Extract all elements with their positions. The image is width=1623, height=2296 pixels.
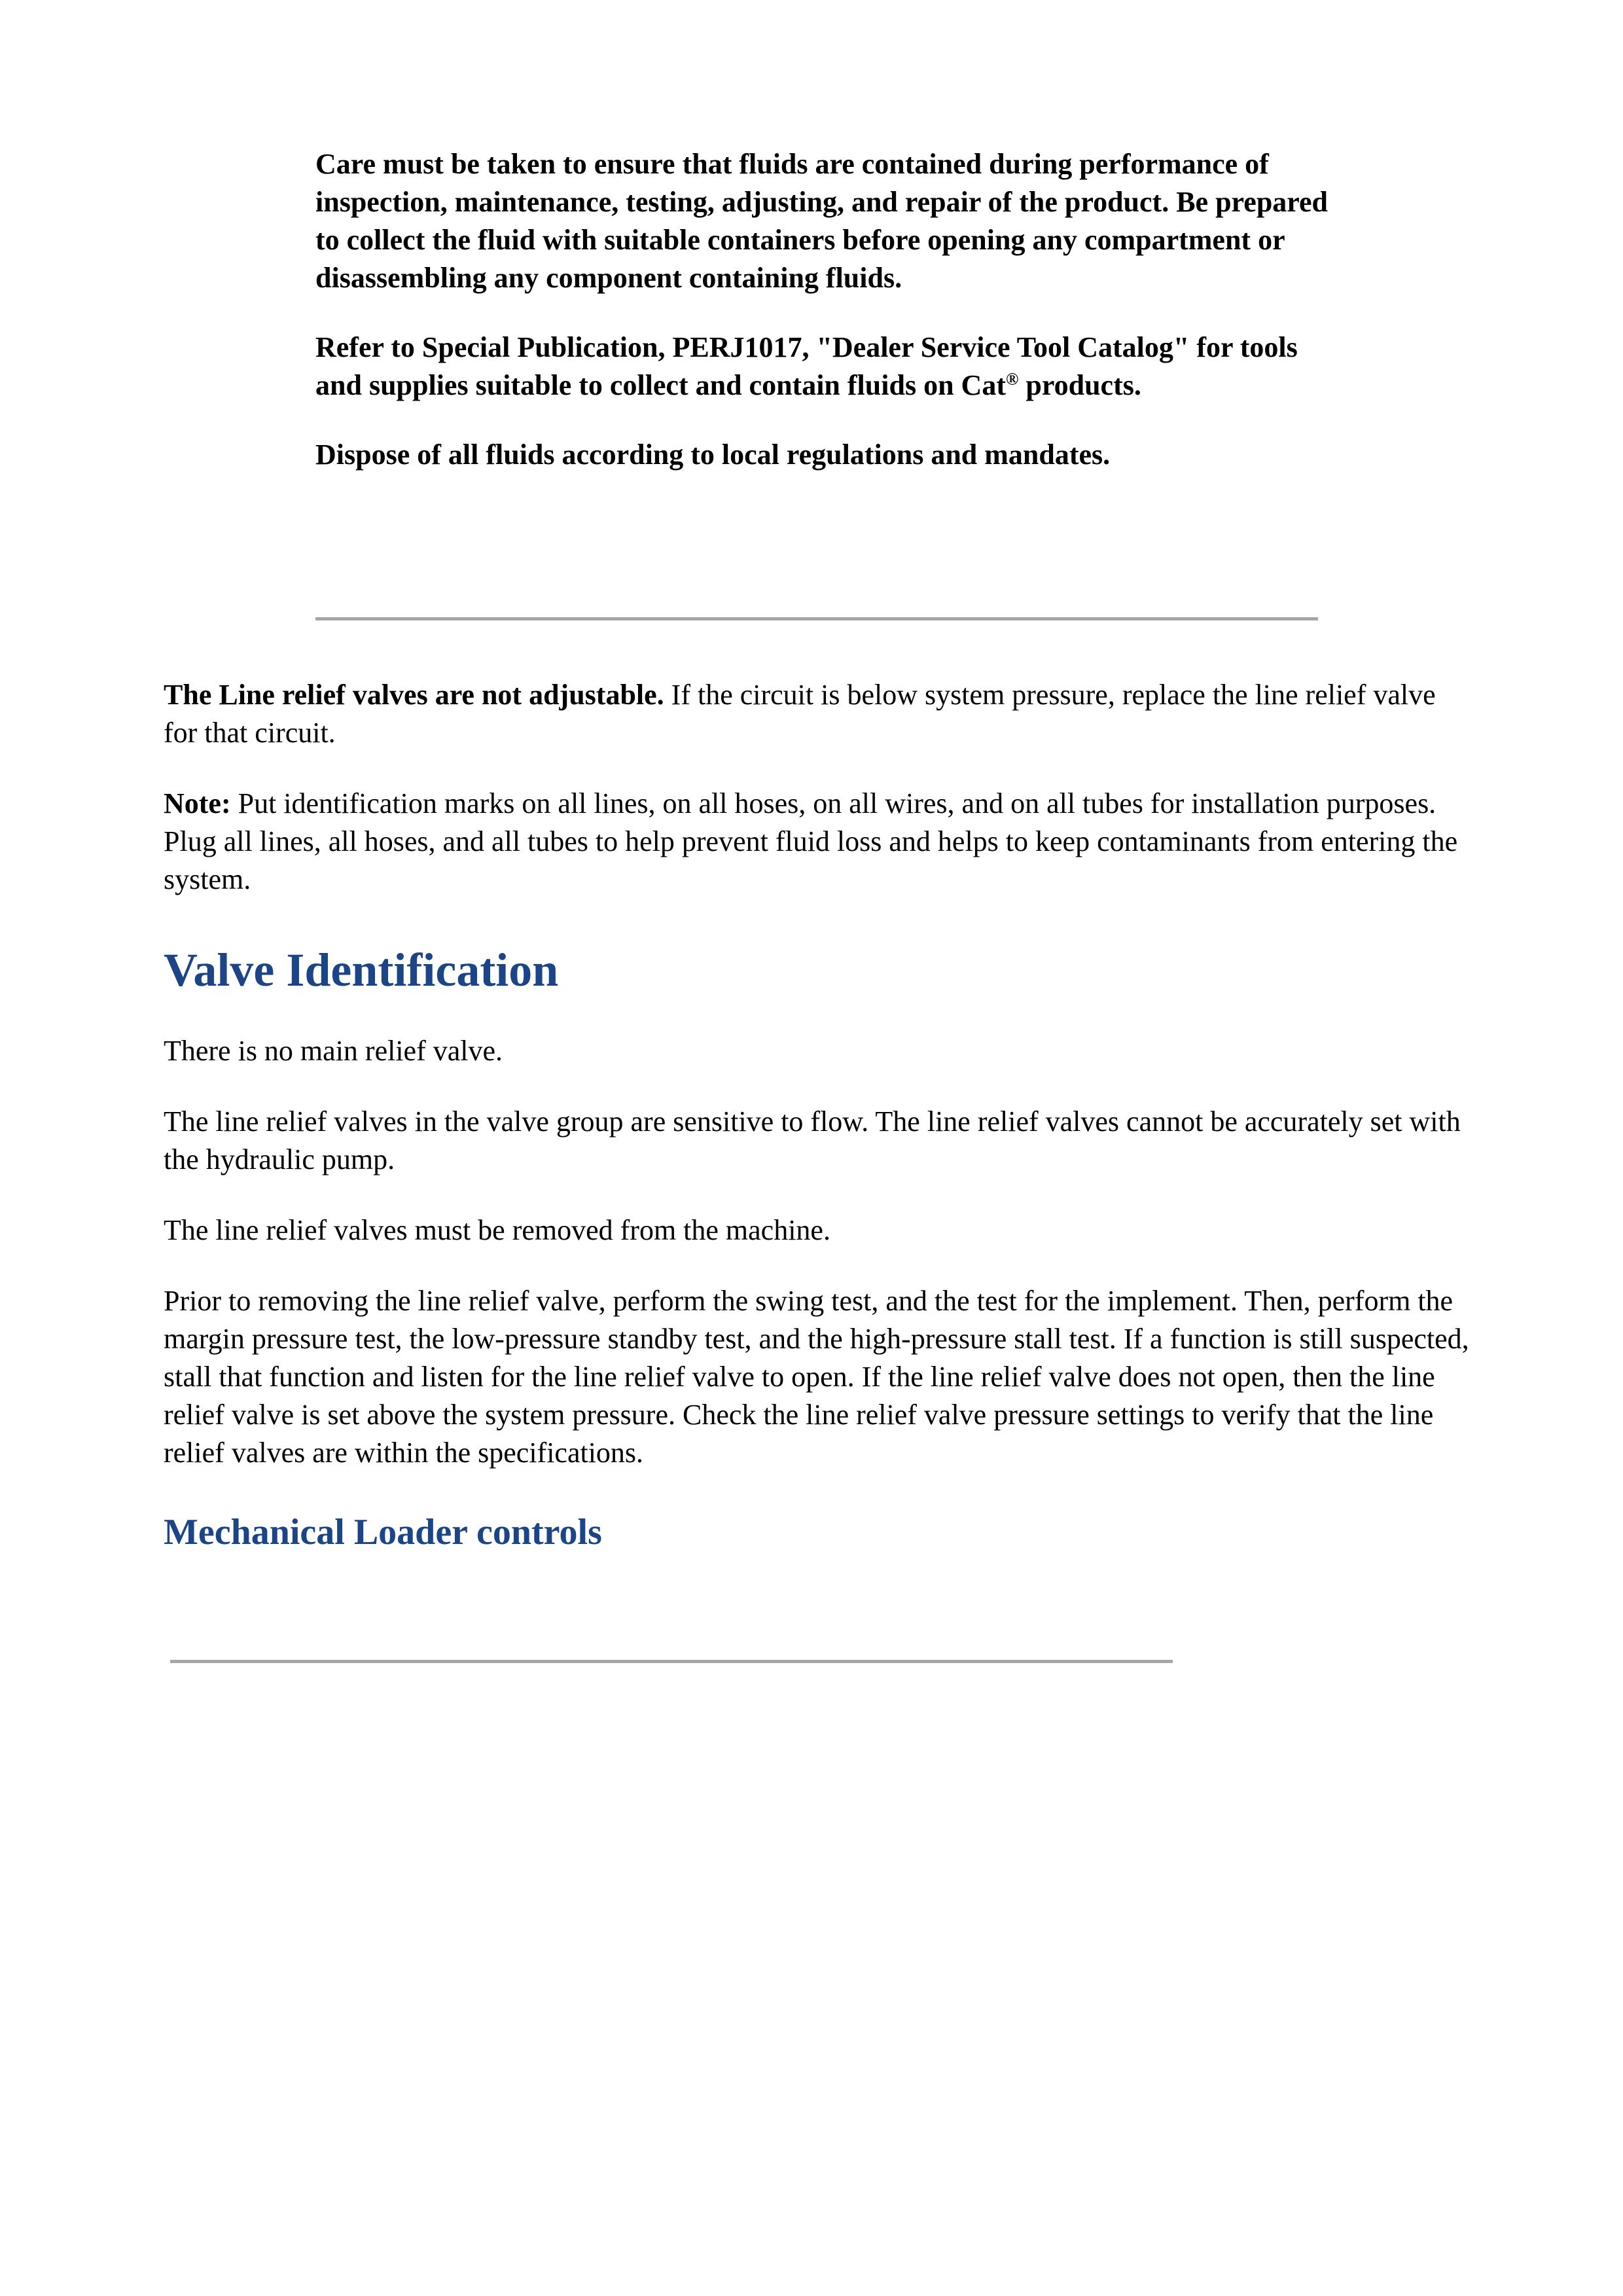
note-paragraph — [164, 785, 1472, 899]
note-text: Put identification marks on all lines, on all hoses, on all wires, and on all tubes for installation purposes. Plug all lines, all hoses, and all tubes to help prevent fluid loss and helps to keep contaminants from entering the system. — [164, 787, 1458, 895]
relief-valve-paragraph — [164, 676, 1472, 752]
subsection-heading-mechanical-loader-controls: Mechanical Loader controls — [164, 1512, 602, 1552]
notice-divider — [315, 617, 1318, 620]
notice-publication-text: Refer to Special Publication, PERJ1017, "Dealer Service Tool Catalog" for tools and supplies suitable to collect and contain fluids on Cat — [315, 331, 1298, 401]
note-label: Note: — [164, 787, 231, 819]
notice-paragraph-dispose: Dispose of all fluids according to local regulations and mandates. — [315, 439, 1111, 471]
notice-paragraph-publication — [315, 329, 1336, 404]
section-paragraph: Prior to removing the line relief valve, perform the swing test, and the test for the implement. Then, perform the margin pressure test, the low-pressure standby test, and the high-pressure stall test. If a function is still suspected, stall that function and listen for the line relief valve to open. If the line relief valve does not open, then the line relief valve is set above the system pressure. Check the line relief valve pressure settings to verify that the line relief valves are within the specifications. — [164, 1285, 1469, 1469]
fluid-containment-notice — [315, 145, 1336, 474]
section-paragraph: There is no main relief valve. — [164, 1035, 503, 1067]
section-divider — [170, 1660, 1173, 1663]
main-content — [164, 676, 1472, 1556]
notice-paragraph-containment: Care must be taken to ensure that fluids are contained during performance of inspection, maintenance, testing, adjusting, and repair of the product. Be prepared to collect the fluid with suitable containers before opening any compartment or disassembling any component containing fluids. — [315, 148, 1329, 294]
section-paragraph: The line relief valves must be removed from the machine. — [164, 1214, 830, 1246]
notice-publication-end: products. — [1018, 369, 1141, 401]
section-heading-valve-identification: Valve Identification — [164, 944, 559, 996]
relief-valve-bold-lead: The Line relief valves are not adjustable. — [164, 679, 664, 711]
relief-valve-text: If the circuit is below system pressure, replace the line relief valve for that circuit. — [164, 679, 1436, 749]
registered-mark: ® — [1005, 369, 1019, 389]
section-paragraph: The line relief valves in the valve group are sensitive to flow. The line relief valves cannot be accurately set with the hydraulic pump. — [164, 1105, 1461, 1175]
